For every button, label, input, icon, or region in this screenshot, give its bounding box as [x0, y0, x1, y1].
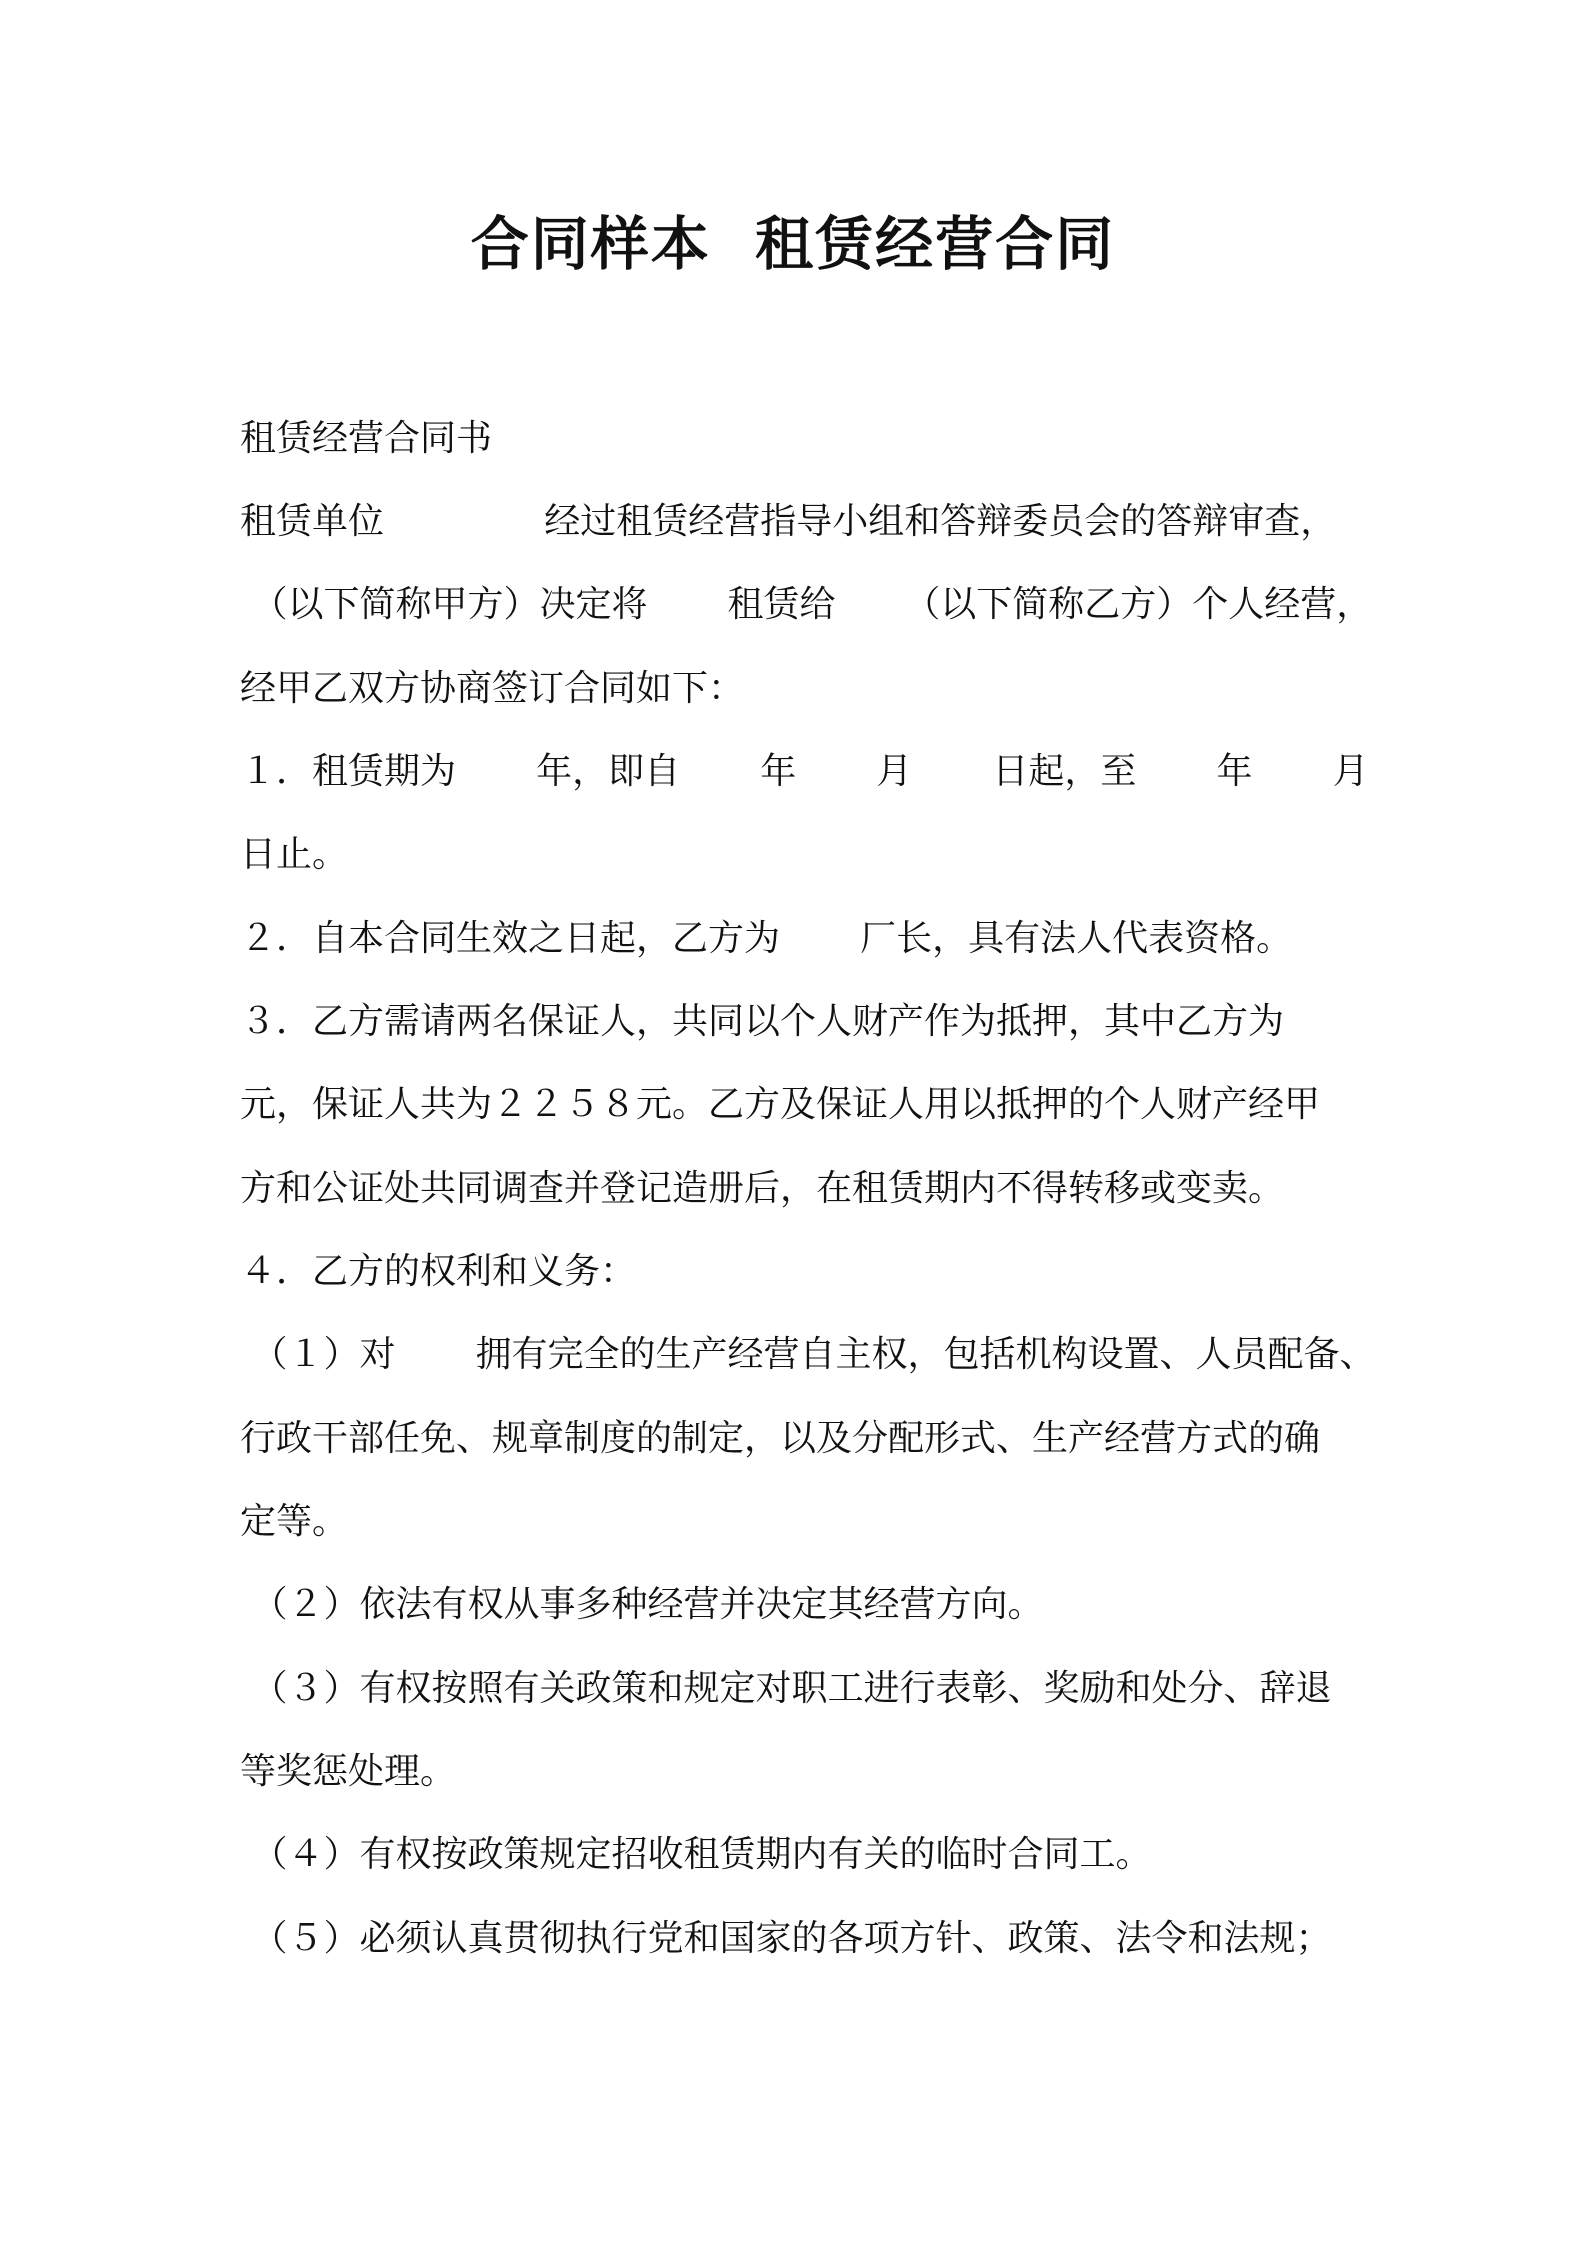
line-subclause-2: （２）依法有权从事多种经营并决定其经营方向。	[240, 1584, 1044, 1625]
line-paragraph: （以下简称甲方）决定将 租赁给 （以下简称乙方）个人经营，	[240, 584, 1373, 625]
line-paragraph: 日止。	[240, 834, 349, 875]
line-paragraph: 租赁单位 经过租赁经营指导小组和答辩委员会的答辩审查，	[240, 501, 1337, 542]
line-clause-2: ２．自本合同生效之日起，乙方为 厂长，具有法人代表资格。	[240, 918, 1293, 959]
line-paragraph: 元，保证人共为２２５８元。乙方及保证人用以抵押的个人财产经甲	[240, 1084, 1321, 1125]
line-paragraph: 等奖惩处理。	[240, 1751, 457, 1792]
line-subclause-1: （１）对 拥有完全的生产经营自主权，包括机构设置、人员配备、	[240, 1334, 1376, 1375]
document-title: 合同样本 租赁经营合同	[470, 210, 1116, 278]
line-subclause-4: （４）有权按政策规定招收租赁期内有关的临时合同工。	[240, 1834, 1152, 1875]
line-contract-heading: 租赁经营合同书	[240, 418, 493, 459]
line-clause-4: ４．乙方的权利和义务：	[240, 1251, 637, 1292]
line-paragraph: 方和公证处共同调查并登记造册后，在租赁期内不得转移或变卖。	[240, 1168, 1285, 1209]
line-paragraph: 经甲乙双方协商签订合同如下：	[240, 668, 745, 709]
line-clause-3: ３．乙方需请两名保证人，共同以个人财产作为抵押，其中乙方为	[240, 1001, 1285, 1042]
line-clause-1: １．租赁期为 年，即自 年 月 日起，至 年 月	[240, 751, 1369, 792]
line-subclause-5: （５）必须认真贯彻执行党和国家的各项方针、政策、法令和法规；	[240, 1918, 1332, 1959]
line-subclause-3: （３）有权按照有关政策和规定对职工进行表彰、奖励和处分、辞退	[240, 1668, 1332, 1709]
line-paragraph: 定等。	[240, 1501, 349, 1542]
line-paragraph: 行政干部任免、规章制度的制定，以及分配形式、生产经营方式的确	[240, 1418, 1321, 1459]
